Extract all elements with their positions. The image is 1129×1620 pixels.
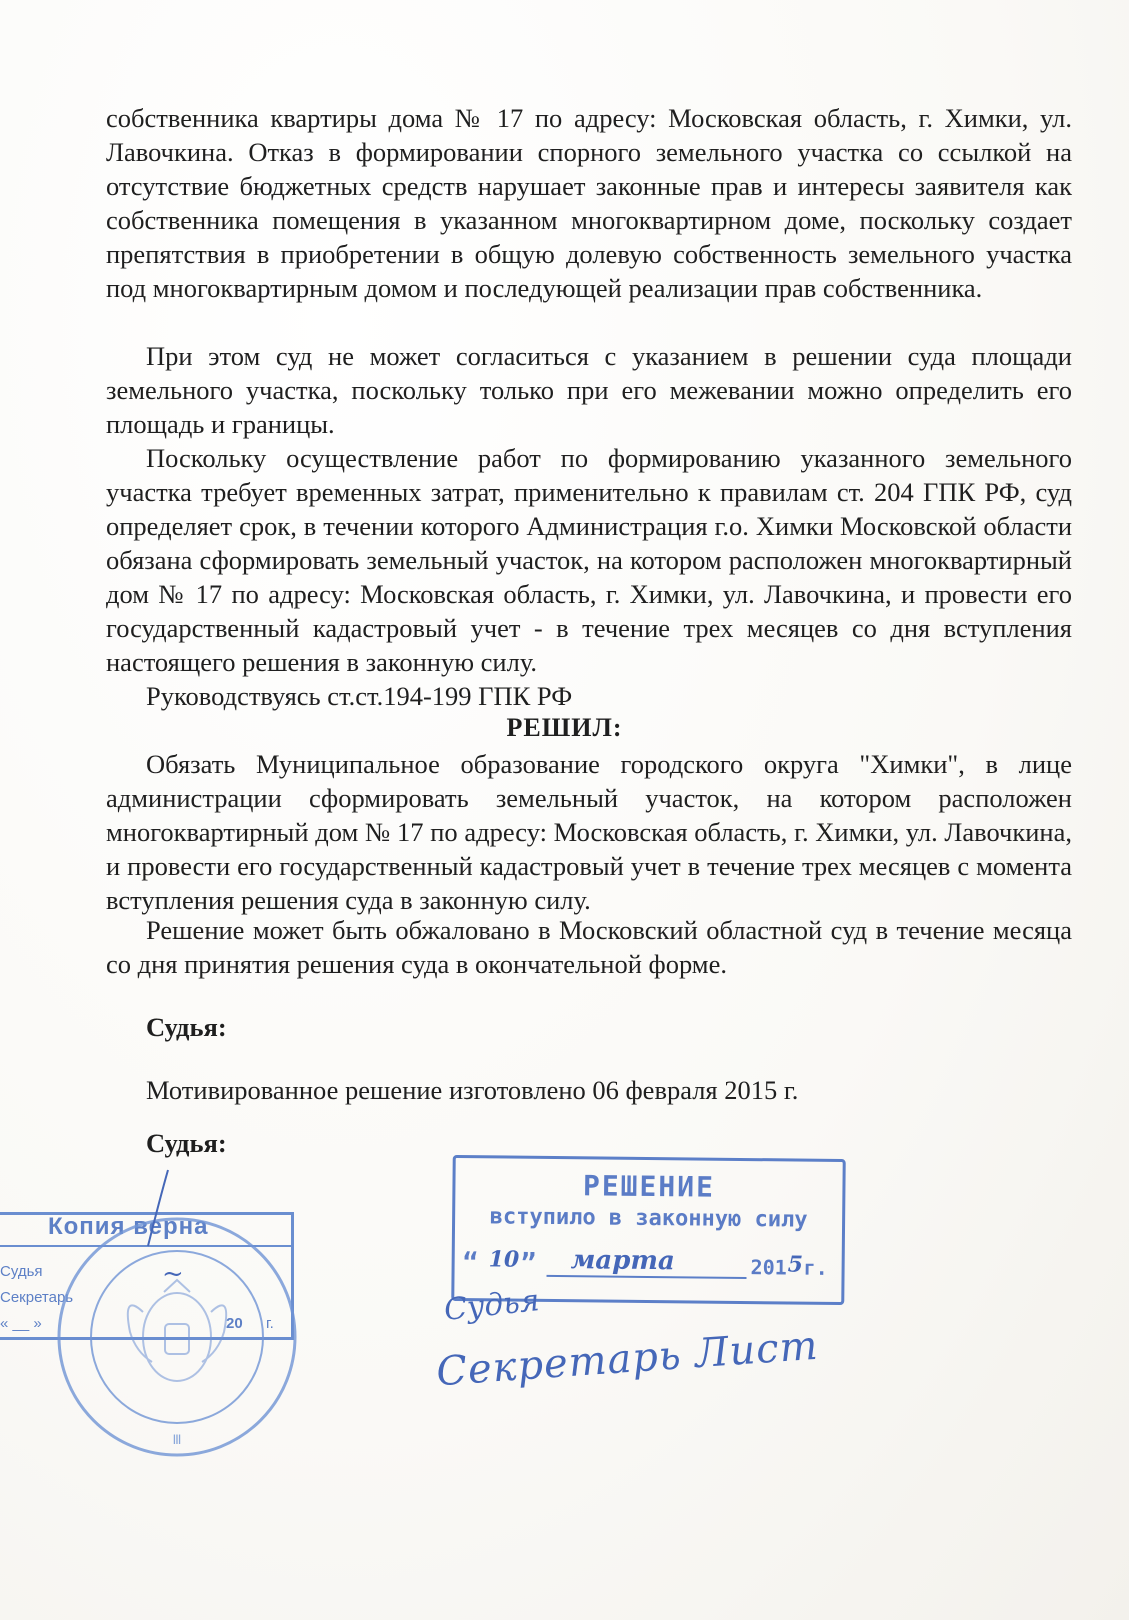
stamp-year-end: г.	[803, 1255, 828, 1280]
legal-force-stamp	[451, 1155, 846, 1305]
stamp-month-underline	[547, 1275, 747, 1279]
paragraph-appeal: Решение может быть обжаловано в Московский областной суд в течение месяца со дня принятия решения суда в окончательной форме.	[106, 915, 1072, 979]
paragraph-decision: Обязать Муниципальное образование городского округа "Химки", в лице администрации сформировать земельный участок, на котором расположен многоквартирный дом № 17 по адресу: Московская область, г. Химки, ул. Лавочкина, и провести его государственный кадастровый учет в течение трех месяцев с момента вступления решения суда в законную силу.	[106, 749, 1072, 915]
judge-label-1: Судья:	[146, 1012, 227, 1042]
copy-stamp-judge-line: Судья	[0, 1263, 43, 1280]
copy-stamp-title: Копия верна	[48, 1213, 209, 1240]
handwritten-judge: Судья	[442, 1283, 542, 1328]
seal-ring-text-mark: Ⅲ	[172, 1432, 182, 1447]
stamp-day: 10	[488, 1246, 520, 1273]
paragraph-guided: Руководствуясь ст.ст.194-199 ГПК РФ	[146, 681, 573, 711]
coat-of-arms-icon	[128, 1280, 226, 1381]
copy-stamp-secretary-line: Секретарь	[0, 1289, 74, 1306]
stamp-close-quote: ”	[520, 1248, 537, 1279]
stamp-date	[462, 1245, 837, 1284]
paragraph-deadline: Поскольку осуществление работ по формированию указанного земельного участка требует временных затрат, применительно к правилам ст. 204 ГПК РФ, суд определяет срок, в течении которого Администрация г.о. Химки Московской области обязана сформировать земельный участок, на котором расположен многоквартирный дом № 17 по адресу: Московская область, г. Химки, ул. Лавочкина, и провести его государственный кадастровый учет - в течение трех месяцев со дня вступления настоящего решения в законную силу.	[106, 443, 1072, 677]
decision-heading: РЕШИЛ:	[506, 713, 623, 742]
copy-stamp-signature: ~	[162, 1259, 184, 1289]
motivated-decision-date: Мотивированное решение изготовлено 06 февраля 2015 г.	[146, 1075, 799, 1105]
stamp-year-prefix: 201	[750, 1255, 787, 1280]
signature-stroke-icon	[138, 1168, 178, 1248]
paragraph-area: При этом суд не может согласиться с указанием в решении суда площади земельного участка, поскольку только при его межевании можно определить его площадь и границы.	[106, 341, 1072, 439]
stamp-month: марта	[570, 1245, 675, 1277]
handwritten-secretary-signature: Секретарь Лист	[434, 1322, 820, 1396]
judge-label-2: Судья:	[146, 1128, 227, 1158]
paragraph-ownership: собственника квартиры дома № 17 по адресу: Московская область, г. Химки, ул. Лавочкина. Отказ в формировании спорного земельного участка со ссылкой на отсутствие бюджетных средств нарушает законные прав и интересы заявителя как собственника помещения в указанном многоквартирном доме, поскольку создает препятствия в приобретении в общую долевую собственность земельного участка под многоквартирным домом и последующей реализации прав собственника.	[106, 103, 1072, 303]
copy-stamp-year-end: г.	[266, 1315, 274, 1332]
stamp-subtitle: вступило в законную силу	[489, 1204, 808, 1233]
stamp-year-suffix: 5	[787, 1251, 804, 1278]
stamp-title: РЕШЕНИЕ	[582, 1169, 716, 1204]
court-round-seal	[52, 1212, 302, 1462]
copy-stamp-date-line: « __ »	[0, 1315, 42, 1332]
copy-stamp-year: 20	[226, 1315, 243, 1332]
stamp-open-quote: “	[462, 1248, 479, 1279]
